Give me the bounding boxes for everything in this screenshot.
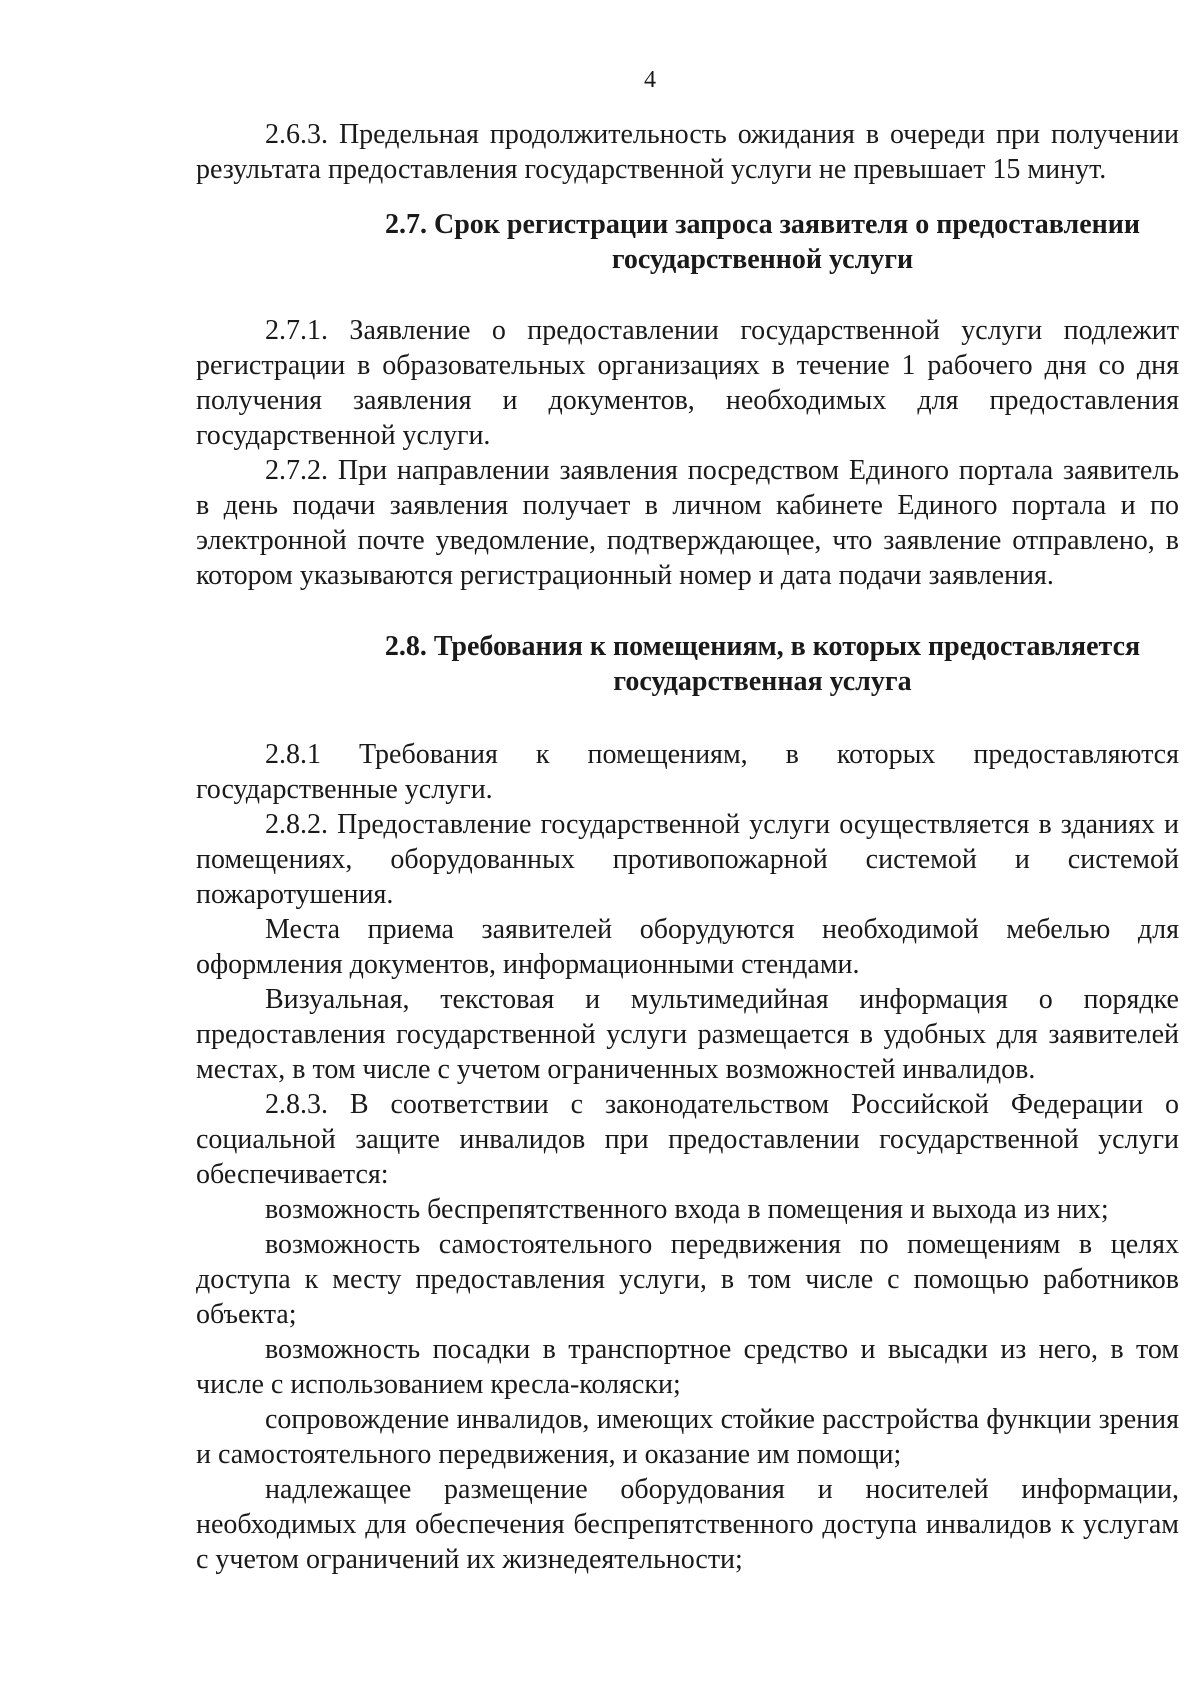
paragraph-places: Места приема заявителей оборудуются необходимой мебелью для оформления документов, информационными стендами. xyxy=(196,914,1179,980)
list-item-entry-exit: возможность беспрепятственного входа в помещения и выхода из них; xyxy=(265,1194,1109,1225)
paragraph-2-8-3: 2.8.3. В соответствии с законодательством Российской Федерации о социальной защите инвалидов при предоставлении государственной услуги обеспечивается: xyxy=(196,1089,1179,1190)
paragraph-visual-info: Визуальная, текстовая и мультимедийная информация о порядке предоставления государственной услуги размещается в удобных для заявителей местах, в том числе с учетом ограниченных возможностей инвалидов. xyxy=(196,984,1179,1085)
paragraph-2-8-2: 2.8.2. Предоставление государственной услуги осуществляется в зданиях и помещениях, оборудованных противопожарной системой и системой пожаротушения. xyxy=(196,809,1179,910)
list-item-movement: возможность самостоятельного передвижения по помещениям в целях доступа к месту предоставления услуги, в том числе с помощью работников объекта; xyxy=(196,1229,1179,1330)
list-item-escort: сопровождение инвалидов, имеющих стойкие расстройства функции зрения и самостоятельного передвижения, и оказание им помощи; xyxy=(196,1404,1179,1470)
section-heading-2-8: 2.8. Требования к помещениям, в которых предоставляется государственная услуга xyxy=(384,631,1141,697)
paragraph-2-6-3: 2.6.3. Предельная продолжительность ожидания в очереди при получении результата предоставления государственной услуги не превышает 15 минут. xyxy=(196,119,1179,185)
list-item-equipment: надлежащее размещение оборудования и носителей информации, необходимых для обеспечения беспрепятственного доступа инвалидов к услугам с учетом ограничений их жизнедеятельности; xyxy=(196,1474,1179,1575)
paragraph-2-7-1: 2.7.1. Заявление о предоставлении государственной услуги подлежит регистрации в образовательных организациях в течение 1 рабочего дня со дня получения заявления и документов, необходимых для предоставления государственной услуги. xyxy=(196,315,1179,451)
page-number: 4 xyxy=(644,67,656,93)
list-item-transport: возможность посадки в транспортное средство и высадки из него, в том числе с использованием кресла-коляски; xyxy=(196,1334,1179,1400)
section-heading-2-7: 2.7. Срок регистрации запроса заявителя о предоставлении государственной услуги xyxy=(384,209,1141,275)
document-body xyxy=(196,117,1179,1577)
paragraph-2-8-1: 2.8.1 Требования к помещениям, в которых предоставляются государственные услуги. xyxy=(196,739,1179,805)
paragraph-2-7-2: 2.7.2. При направлении заявления посредством Единого портала заявитель в день подачи заявления получает в личном кабинете Единого портала и по электронной почте уведомление, подтверждающее, что заявление отправлено, в котором указываются регистрационный номер и дата подачи заявления. xyxy=(196,455,1179,591)
